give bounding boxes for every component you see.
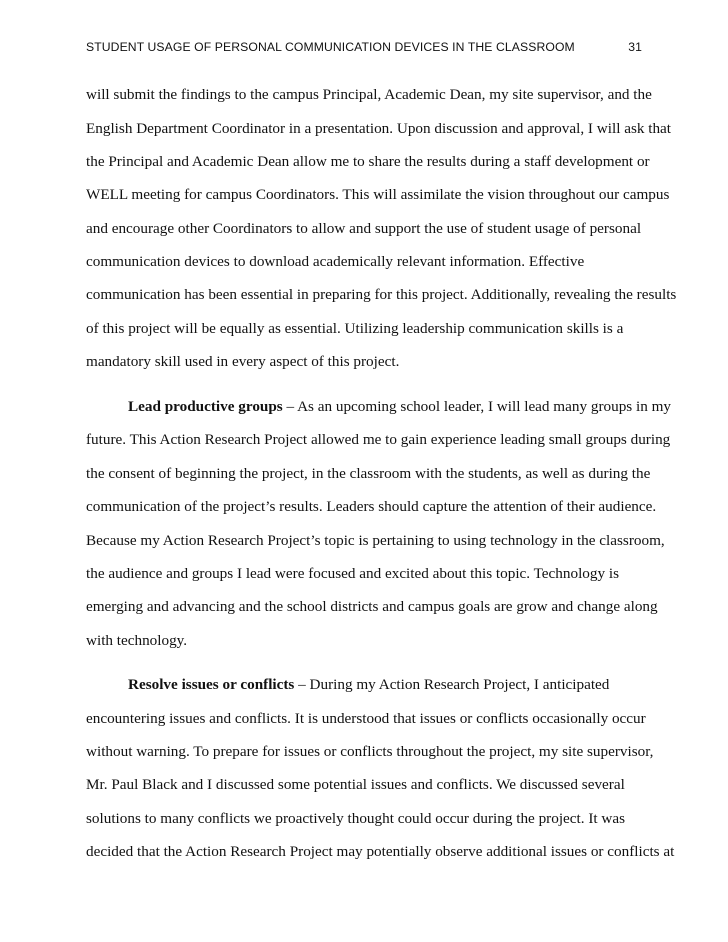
section-heading-resolve-issues: Resolve issues or conflicts	[128, 676, 295, 693]
text-line: solutions to many conflicts we proactively thought could occur during the project. It was	[86, 810, 626, 827]
text-line: emerging and advancing and the school districts and campus goals are grow and change along	[86, 598, 658, 615]
text-line: English Department Coordinator in a presentation. Upon discussion and approval, I will ask that	[86, 120, 672, 137]
text-line: the Principal and Academic Dean allow me to share the results during a staff development or	[86, 153, 650, 170]
text-line: Mr. Paul Black and I discussed some potential issues and conflicts. We discussed several	[86, 776, 625, 793]
section-heading-lead-groups: Lead productive groups	[128, 398, 283, 415]
section-heading-line	[128, 676, 688, 694]
text-line: communication devices to download academically relevant information. Effective	[86, 253, 585, 270]
text-line: future. This Action Research Project allowed me to gain experience leading small groups during	[86, 431, 671, 448]
text-line: communication has been essential in preparing for this project. Additionally, revealing the results	[86, 286, 677, 303]
text-line-rest: – As an upcoming school leader, I will lead many groups in my	[282, 398, 672, 415]
text-line: mandatory skill used in every aspect of this project.	[86, 353, 400, 370]
text-line: Because my Action Research Project’s topic is pertaining to using technology in the classroom,	[86, 532, 665, 549]
text-line-rest: – During my Action Research Project, I anticipated	[294, 676, 610, 693]
text-line: will submit the findings to the campus Principal, Academic Dean, my site supervisor, and the	[86, 86, 652, 103]
text-line: the audience and groups I lead were focused and excited about this topic. Technology is	[86, 565, 620, 582]
text-line: WELL meeting for campus Coordinators. This will assimilate the vision throughout our campus	[86, 186, 670, 203]
page-number: 31	[628, 40, 642, 54]
text-line: communication of the project’s results. Leaders should capture the attention of their audience.	[86, 498, 657, 515]
text-line: decided that the Action Research Project may potentially observe additional issues or conflicts at	[86, 843, 675, 860]
section-heading-line	[128, 398, 688, 416]
text-line: without warning. To prepare for issues or conflicts throughout the project, my site supervisor,	[86, 743, 654, 760]
running-head	[86, 40, 642, 54]
text-line: and encourage other Coordinators to allow and support the use of student usage of personal	[86, 220, 642, 237]
running-title: STUDENT USAGE OF PERSONAL COMMUNICATION DEVICES IN THE CLASSROOM	[86, 40, 575, 54]
text-line: with technology.	[86, 632, 188, 649]
text-line: of this project will be equally as essential. Utilizing leadership communication skills is a	[86, 320, 624, 337]
text-line: the consent of beginning the project, in the classroom with the students, as well as during the	[86, 465, 651, 482]
text-line: encountering issues and conflicts. It is understood that issues or conflicts occasionally occur	[86, 710, 646, 727]
